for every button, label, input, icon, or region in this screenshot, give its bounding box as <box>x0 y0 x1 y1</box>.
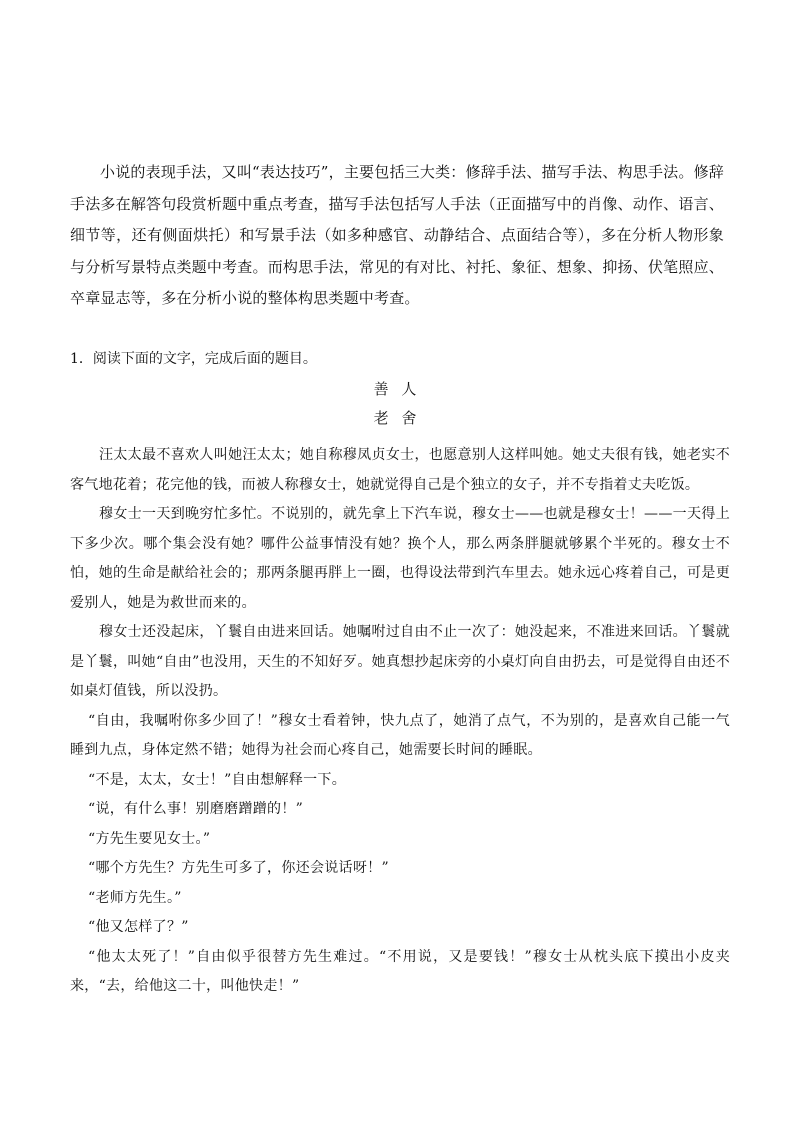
story-paragraph: “方先生要见女士。” <box>88 830 211 847</box>
intro-section <box>70 157 724 315</box>
story-paragraph: 穆女士一天到晚穷忙多忙。不说别的，就先拿上下汽车说，穆女士——也就是穆女士！——一天得上下多少次。哪个集会没有她？哪件公益事情没有她？换个人，那么两条胖腿就够累个半死的。穆女士不怕，她的生命是献给社会的；那两条腿再胖上一圈，也得设法带到汽车里去。她永远心疼着自己，可是更爱别人，她是为救世而来的。 <box>70 506 730 611</box>
story-paragraph: 穆女士还没起床，丫鬟自由进来回话。她嘱咐过自由不止一次了：她没起来，不准进来回话。丫鬟就是丫鬟，叫她“自由”也没用，天生的不知好歹。她真想抄起床旁的小桌灯向自由扔去，可是觉得自由还不如桌灯值钱，所以没扔。 <box>70 624 730 699</box>
story-paragraph: “他太太死了！”自由似乎很替方先生难过。“不用说，又是要钱！”穆女士从枕头底下摸出小皮夹来，“去，给他这二十，叫他快走！” <box>70 948 730 994</box>
story-title: 善 人 <box>373 380 421 398</box>
story-body <box>70 441 730 1002</box>
story-paragraph: “哪个方先生？方先生可多了，你还会说话呀！” <box>88 860 389 876</box>
story-paragraph: “说，有什么事！别磨磨蹭蹭的！” <box>88 801 304 817</box>
story-paragraph: “不是，太太，女士！”自由想解释一下。 <box>88 771 347 788</box>
story-author: 老 舍 <box>373 409 421 427</box>
story-paragraph: 汪太太最不喜欢人叫她汪太太；她自称穆凤贞女士，也愿意别人这样叫她。她丈夫很有钱，她老实不客气地花着；花完他的钱，而被人称穆女士，她就觉得自己是个独立的女子，并不专指着丈夫吃饭。 <box>70 447 730 493</box>
story-paragraph: “自由，我嘱咐你多少回了！”穆女士看着钟，快九点了，她消了点气，不为别的，是喜欢自己能一气睡到九点，身体定然不错；她得为社会而心疼自己，她需要长时间的睡眠。 <box>70 712 730 758</box>
intro-paragraph: 小说的表现手法，又叫“表达技巧”，主要包括三大类：修辞手法、描写手法、构思手法。修辞手法多在解答句段赏析题中重点考查，描写手法包括写人手法（正面描写中的肖像、动作、语言、细节等，还有侧面烘托）和写景手法（如多种感官、动静结合、点面结合等），多在分析人物形象与分析写景特点类题中考查。而构思手法，常见的有对比、衬托、象征、想象、抑扬、伏笔照应、卒章显志等，多在分析小说的整体构思类题中考查。 <box>70 163 724 307</box>
story-paragraph: “他又怎样了？” <box>88 919 189 935</box>
story-paragraph: “老师方先生。” <box>88 889 182 906</box>
question-prompt: 1．阅读下面的文字，完成后面的题目。 <box>70 351 317 367</box>
